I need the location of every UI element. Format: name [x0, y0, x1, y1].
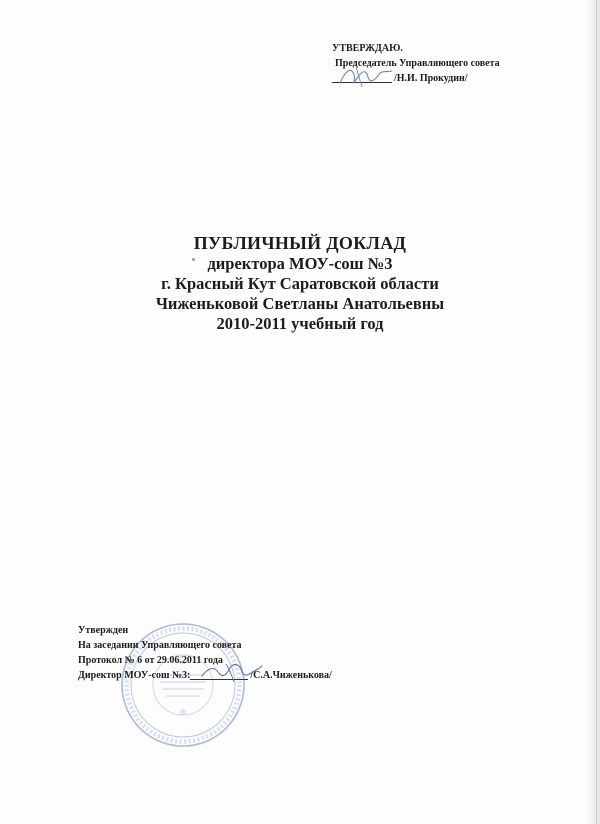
scan-speck [192, 258, 195, 261]
report-subtitle-line: директора МОУ-сош №3 [207, 254, 393, 273]
approval-position: Председатель Управляющего совета [335, 58, 500, 69]
page-edge-line [596, 0, 597, 824]
footer-signature-row [78, 668, 332, 683]
footer-director-name: /С.А.Чиженькова/ [250, 670, 332, 681]
approval-block [332, 41, 500, 86]
footer-protocol: Протокол № 6 от 29.06.2011 года [78, 655, 223, 666]
report-subtitle-line: г. Красный Кут Саратовской области [161, 274, 439, 293]
report-title-block [0, 232, 600, 334]
approval-signature-row [332, 71, 500, 86]
report-title: ПУБЛИЧНЫЙ ДОКЛАД [193, 233, 407, 253]
approval-heading: УТВЕРЖДАЮ. [332, 43, 403, 54]
report-year: 2010-2011 учебный год [216, 314, 384, 333]
footer-approval-block [78, 623, 332, 683]
footer-meeting: На заседании Управляющего совета [78, 640, 242, 651]
page-edge-shadow [586, 0, 600, 824]
footer-director-label: Директор МОУ-сош №3: [78, 670, 191, 681]
report-subtitle-line: Чиженьковой Светланы Анатольевны [155, 294, 445, 313]
approval-signatory: /Н.И. Прокудин/ [394, 73, 468, 84]
footer-signature-line [190, 679, 248, 680]
approval-signature-line [332, 82, 392, 83]
footer-approved: Утвержден [78, 625, 129, 636]
